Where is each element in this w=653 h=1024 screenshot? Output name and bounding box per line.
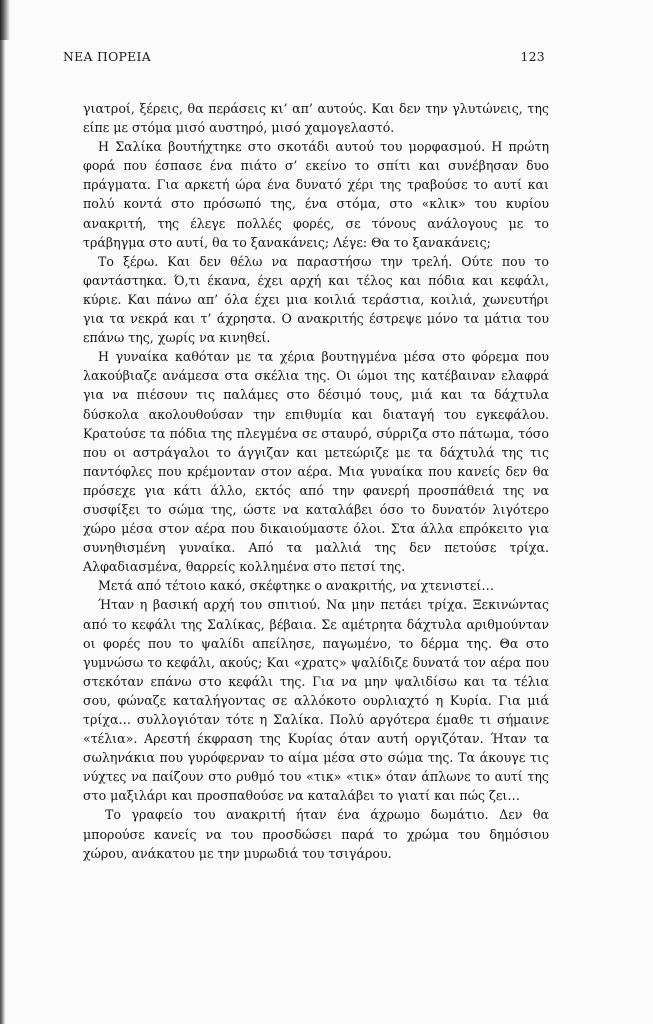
paragraph: Μετά από τέτοιο κακό, σκέφτηκε ο ανακριτής, να χτενιστεί… [98,578,494,594]
running-head: ΝΕΑ ΠΟΡΕΙΑ [63,49,151,64]
body-text [83,99,549,863]
paragraph: γιατροί, ξέρεις, θα περάσεις κι’ απ’ αυτούς. Και δεν την γλυτώνεις, της είπε με στόμα μισό αυστηρό, μισό χαμογελαστό. [83,101,549,136]
paragraph: Η γυναίκα καθόταν με τα χέρια βουτηγμένα μέσα στο φόρεμα που λακούβιαζε ανάμεσα στα σκέλια της. Οι ώμοι της κατέβαιναν ελαφρά για να πιέσουν τις παλάμες στο δέσιμό τους, μιά και τα δάχτυλα δύσκολα ακολουθούσαν την επιθυμία και διαταγή του εγκεφάλου. Κρατούσε τα πόδια της πλεγμένα σε σταυρό, σύρριζα στο πάτωμα, τόσο που οι αστράγαλοι το άγγιζαν και μετεώριζε με τα δάχτυλά της τις παντόφλες που κρέμονταν στον αέρα. Μια γυναίκα που κανείς δεν θα πρόσεχε για κάτι άλλο, εκτός από την φανερή προσπάθειά της να συσφίξει το σώμα της, ώστε να καταλάβει όσο το δυνατόν λιγότερο χώρο μέσα στον αέρα που δικαιούμαστε όλοι. Στα άλλα επρόκειτο για συνηθισμένη γυναίκα. Από τα μαλλιά της δεν πετούσε τρίχα. Αλφαδιασμένα, θαρρείς κολλημένα στο πετσί της. [83,349,549,575]
paragraph: Το γραφείο του ανακριτή ήταν ένα άχρωμο δωμάτιο. Δεν θα μπορούσε κανείς να του προσδώσει παρά το χρώμα του δημόσιου χώρου, ανάκατου με την μυρωδιά του τσιγάρου. [83,807,549,861]
page-number: 123 [520,49,545,64]
page-corner-shadow [0,0,10,40]
paragraph: Ήταν η βασική αρχή του σπιτιού. Να μην πετάει τρίχα. Ξεκινώντας από το κεφάλι της Σαλίκας, βέβαια. Σε αμέτρητα δάχτυλα αριθμούνταν οι φορές που το ψαλίδι απείλησε, παγωμένο, το δέρμα της. Θα στο γυμνώσω το κεφάλι, ακούς; Και «χρατς» ψαλίδιζε δυνατά τον αέρα που στεκόταν επάνω στο κεφάλι της. Για να μην ψαλιδίσω και τα τέλια σου, φώναζε καταλήγοντας σε αλλόκοτο ουρλιαχτό η Κυρία. Για μιά τρίχα… συλλογιόταν τότε η Σαλίκα. Πολύ αργότερα έμαθε τι σήμαινε «τέλια». Αρεστή έκφραση της Κυρίας όταν αυτή οργιζόταν. Ήταν τα σωληνάκια που γυρόφερναν το αίμα μέσα στο σώμα της. Τα άκουγε τις νύχτες να παίζουν στο ρυθμό του «τικ» «τικ» όταν άπλωνε το αυτί της στο μαξιλάρι και προσπαθούσε να καταλάβει το γιατί και πώς ζει… [83,597,549,804]
page-binding-shadow [0,0,6,1024]
page-header [63,49,545,69]
paragraph: Το ξέρω. Και δεν θέλω να παραστήσω την τρελή. Ούτε που το φαντάστηκα. Ό,τι έκανα, έχει αρχή και τέλος και πόδια και κεφάλι, κύριε. Και πάνω απ’ όλα έχει μια κοιλιά τεράστια, κοιλιά, χωνευτήρι για τα νεκρά και τ’ άχρηστα. Ο ανακριτής έστρεψε μόνο τα μάτια του επάνω της, χωρίς να κινηθεί. [83,253,549,346]
paragraph: Η Σαλίκα βουτήχτηκε στο σκοτάδι αυτού του μορφασμού. Η πρώτη φορά που έσπασε ένα πιάτο σ’ εκείνο το σπίτι και συνέβησαν δυο πράγματα. Για αρκετή ώρα ένα δυνατό χέρι της τραβούσε το αυτί και πολύ κοντά στο πρόσωπό της, ένα στόμα, στο «κλικ» του κυρίου ανακριτή, της έλεγε πολλές φορές, σε τόνους ανάλογους με το τράβηγμα στο αυτί, θα το ξανακάνεις; Λέγε: Θα το ξανακάνεις; [83,139,549,250]
